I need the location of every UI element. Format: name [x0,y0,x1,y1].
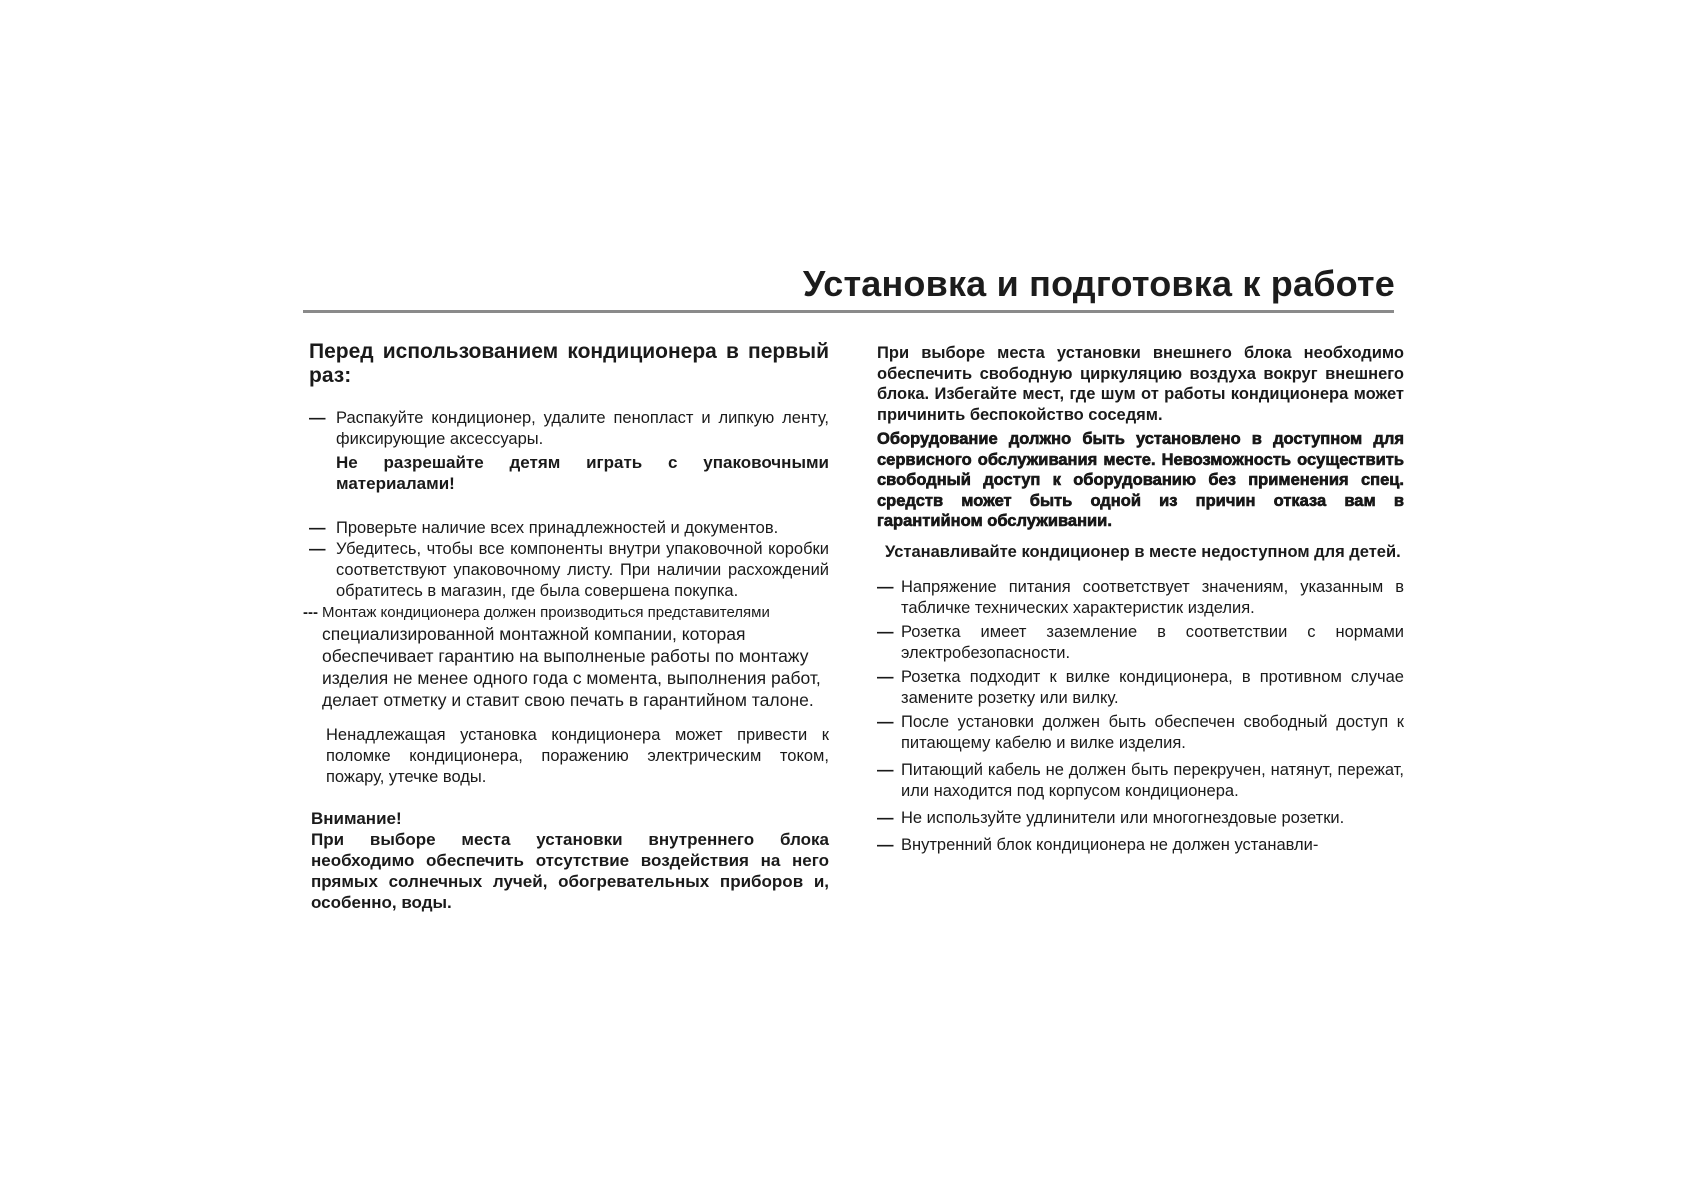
dash-bullet: — [877,667,894,686]
list-item-grounding [877,622,1404,664]
list-item-installation-company [303,602,829,623]
list-item-socket-plug [877,667,1404,709]
list-item-text: Питающий кабель не должен быть перекручен, натянут, пережат, или находится под корпусом кондиционера. [901,760,1404,800]
dash-bullet: — [877,760,894,779]
right-column [877,340,1404,859]
title-divider [303,310,1394,313]
dash-bullet: — [309,540,326,558]
list-item-text: Розетка имеет заземление в соответствии с нормами электробезопасности. [901,622,1404,662]
list-item-extension-cords [877,808,1404,829]
list-item-voltage [877,577,1404,619]
list-item-verify-components [309,539,829,602]
list-item-text: Распакуйте кондиционер, удалите пенопласт и липкую ленту, фиксирующие аксессуары. [336,409,829,448]
list-item-text: Не используйте удлинители или многогнездовые розетки. [901,808,1345,827]
outdoor-unit-paragraph: При выборе места установки внешнего блока необходимо обеспечить свободную циркуляцию воздуха вокруг внешнего блока. Избегайте мест, где шум от работы кондиционера может причинить беспокойство соседям. [877,344,1404,424]
left-column [303,340,829,913]
child-safety-paragraph: Устанавливайте кондиционер в месте недоступном для детей. [885,542,1401,561]
dash-bullet: — [309,519,326,537]
list-item-text: Монтаж кондиционера должен производиться представителями [322,604,770,621]
list-item-text: Внутренний блок кондиционера не должен устанавли- [901,835,1319,854]
attention-text: При выборе места установки внутреннего блока необходимо обеспечить отсутствие воздействия на него прямых солнечных лучей, обогревательных приборов и, особенно, воды. [311,830,829,912]
dash-bullet: — [309,409,326,427]
list-item-text: После установки должен быть обеспечен свободный доступ к питающему кабелю и вилке изделия. [901,712,1404,752]
service-access-paragraph: Оборудование должно быть установлено в доступном для сервисного обслуживания месте. Невозможность осуществить свободный доступ к оборудованию без применения спец. средств может быть одной из причин отказа вам в гарантийном обслуживании. [877,430,1404,530]
list-item-text: Розетка подходит к вилке кондиционера, в противном случае замените розетку или вилку. [901,667,1404,707]
list-item-text: Напряжение питания соответствует значениям, указанным в табличке технических характеристик изделия. [901,577,1404,617]
children-warning: Не разрешайте детям играть с упаковочными материалами! [336,453,829,493]
page-title: Установка и подготовка к работе [802,263,1395,304]
dash-bullet: — [877,712,894,731]
list-item-check-accessories [309,518,829,539]
installation-company-continuation: специализированной монтажной компании, которая обеспечивает гарантию на выполненые работы по монтажу изделия не менее одного года с момента, выполнения работ, делает отметку и ставит свою печать в гарантийном талоне. [322,624,821,710]
dash-bullet: — [877,577,894,596]
attention-title: Внимание! [311,809,402,828]
list-item-indoor-unit [877,835,1404,856]
dash-bullet: — [877,622,894,641]
section-heading: Перед использованием кондиционера в первый раз: [309,340,829,387]
list-item-cable-condition [877,760,1404,802]
list-item-cable-access [877,712,1404,754]
list-item-text: Убедитесь, чтобы все компоненты внутри упаковочной коробки соответствуют упаковочному листу. При наличии расхождений обратитесь в магазин, где была совершена покупка. [336,540,829,600]
list-item-unpack [309,408,829,450]
list-item-text: Проверьте наличие всех принадлежностей и документов. [336,519,779,537]
triple-dash-bullet: --- [303,604,318,621]
dash-bullet: — [877,808,894,827]
dash-bullet: — [877,835,894,854]
improper-installation-note: Ненадлежащая установка кондиционера может привести к поломке кондиционера, поражению электрическим током, пожару, утечке воды. [326,726,829,786]
